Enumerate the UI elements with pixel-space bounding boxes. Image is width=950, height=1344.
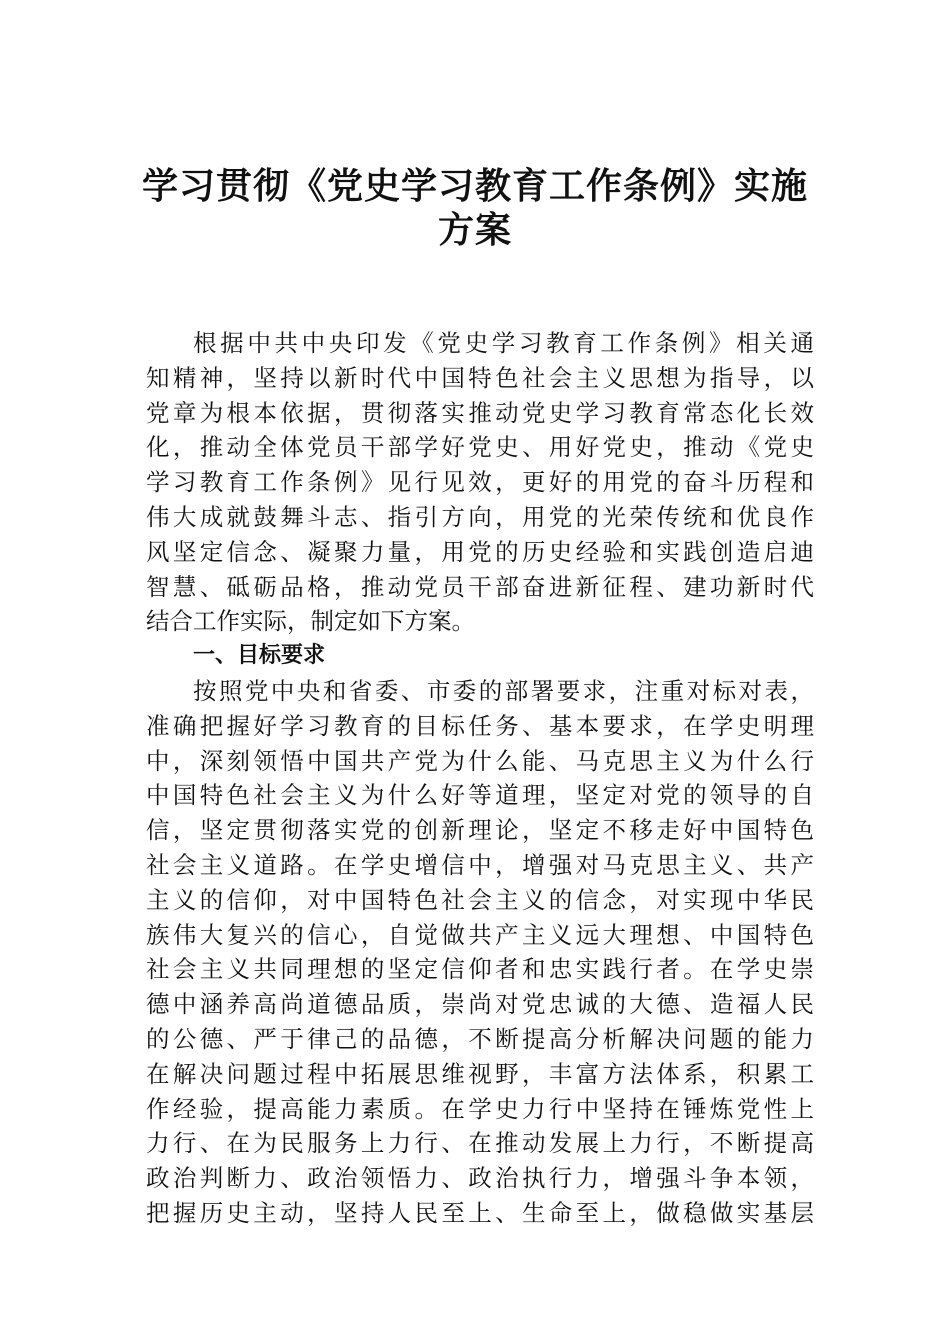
paragraph-2-line: 的公德、严于律己的品德，不断提高分析解决问题的能力 bbox=[146, 1024, 814, 1053]
paragraph-1-line: 学习教育工作条例》见行见效，更好的用党的奋斗历程和 bbox=[146, 468, 814, 497]
paragraph-2-line: 把握历史主动，坚持人民至上、生命至上，做稳做实基层 bbox=[146, 1198, 814, 1227]
paragraph-2-line: 政治判断力、政治领悟力、政治执行力，增强斗争本领， bbox=[146, 1164, 814, 1193]
paragraph-2-line: 社会主义道路。在学史增信中，增强对马克思主义、共产 bbox=[146, 850, 814, 879]
paragraph-2-line: 主义的信仰，对中国特色社会主义的信念，对实现中华民 bbox=[146, 885, 814, 914]
paragraph-2-line: 准确把握好学习教育的目标任务、基本要求，在学史明理 bbox=[146, 711, 814, 740]
paragraph-2-line: 中，深刻领悟中国共产党为什么能、马克思主义为什么行 bbox=[146, 746, 814, 775]
paragraph-2-line: 在解决问题过程中拓展思维视野，丰富方法体系，积累工 bbox=[146, 1059, 814, 1088]
document-title-line-2: 方案 bbox=[437, 209, 512, 251]
paragraph-2-line: 中国特色社会主义为什么好等道理，坚定对党的领导的自 bbox=[146, 781, 814, 810]
paragraph-1-line: 党章为根本依据，贯彻落实推动党史学习教育常态化长效 bbox=[146, 398, 814, 427]
paragraph-2-line: 作经验，提高能力素质。在学史力行中坚持在锤炼党性上 bbox=[146, 1094, 814, 1123]
paragraph-1-line: 伟大成就鼓舞斗志、指引方向，用党的光荣传统和优良作 bbox=[146, 502, 814, 531]
paragraph-2-line: 社会主义共同理想的坚定信仰者和忠实践行者。在学史崇 bbox=[146, 955, 814, 984]
paragraph-1-line: 智慧、砥砺品格，推动党员干部奋进新征程、建功新时代 bbox=[146, 572, 814, 601]
paragraph-1-line: 化，推动全体党员干部学好党史、用好党史，推动《党史 bbox=[146, 433, 814, 462]
paragraph-1-line: 知精神，坚持以新时代中国特色社会主义思想为指导，以 bbox=[146, 363, 814, 392]
document-title-line-1: 学习贯彻《党史学习教育工作条例》实施 bbox=[141, 165, 808, 207]
paragraph-2-line: 族伟大复兴的信心，自觉做共产主义远大理想、中国特色 bbox=[146, 920, 814, 949]
paragraph-2-line: 德中涵养高尚道德品质，崇尚对党忠诚的大德、造福人民 bbox=[146, 990, 814, 1019]
section-1-heading: 一、目标要求 bbox=[193, 643, 326, 669]
paragraph-2-line: 力行、在为民服务上力行、在推动发展上力行，不断提高 bbox=[146, 1129, 814, 1158]
paragraph-1-line: 根据中共中央印发《党史学习教育工作条例》相关通 bbox=[193, 329, 814, 357]
document-body bbox=[146, 326, 814, 1231]
paragraph-2-line: 按照党中央和省委、市委的部署要求，注重对标对表， bbox=[193, 676, 814, 705]
paragraph-2-line: 信，坚定贯彻落实党的创新理论，坚定不移走好中国特色 bbox=[146, 816, 814, 845]
paragraph-1-line: 风坚定信念、凝聚力量，用党的历史经验和实践创造启迪 bbox=[146, 537, 814, 566]
paragraph-1-line: 结合工作实际，制定如下方案。 bbox=[146, 607, 475, 636]
